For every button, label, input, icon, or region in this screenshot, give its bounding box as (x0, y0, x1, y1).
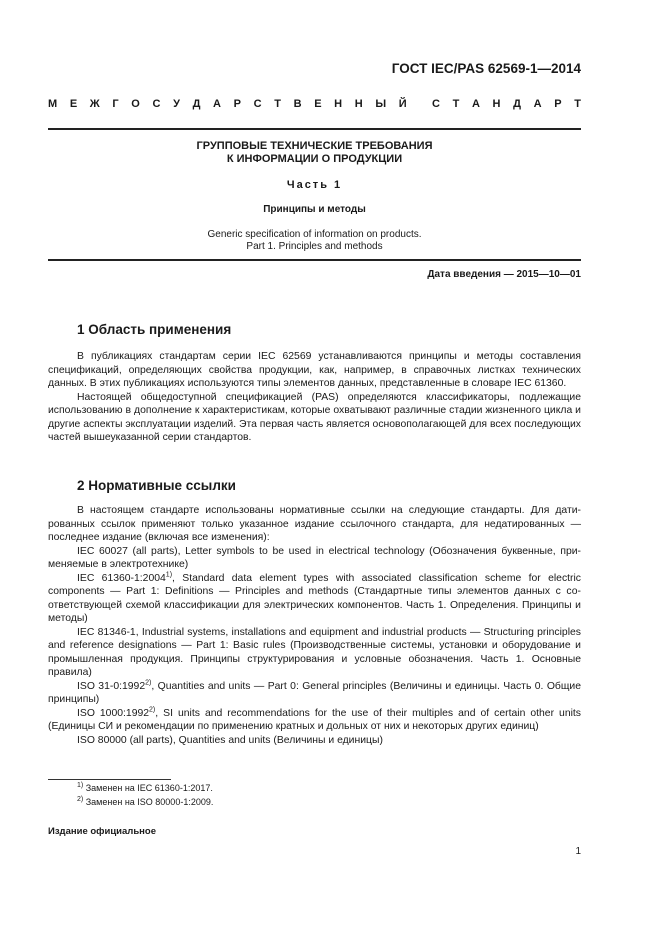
footnote-mark: 2) (77, 796, 84, 803)
header-rule (48, 128, 581, 130)
banner-letter: Й (398, 98, 407, 110)
banner-letter: У (173, 98, 180, 110)
footnote-marker: 1) (165, 571, 173, 579)
reference-code: IEC 61360-1:2004 (77, 572, 166, 584)
subtitle: Принципы и методы (263, 204, 366, 215)
banner-letter: Н (492, 98, 501, 110)
banner-letter: Н (354, 98, 363, 110)
reference-item (48, 707, 581, 734)
banner-letter: Е (314, 98, 322, 110)
paragraph: В публикациях стандартам серии IEC 62569 устанавливаются принципы и методы составления спецификаций, определяющих свойства продукции, как, например, в справочных листках технических данных. В этих публикациях используются типы элементов данных, представленные в словаре IEC 61360. (48, 351, 581, 389)
interstate-standard-banner (48, 98, 581, 110)
reference-text: , Standard data element types with associated classification scheme for electric components — Part 1: Definitions — Principles and methods (Стандартные типы элементов данных с соответствующей схемой классификации для электрических компонентов. Часть 1. Определения. Принципы и методы) (48, 572, 581, 624)
footnote-marker: 2) (149, 706, 156, 714)
document-title (48, 140, 581, 166)
banner-letter: С (253, 98, 262, 110)
title-rule (48, 259, 581, 261)
reference-item: ISO 80000 (all parts), Quantities and units (Величины и единицы) (77, 734, 383, 746)
banner-letter: С (152, 98, 161, 110)
banner-letter: Д (513, 98, 521, 110)
paragraph: Настоящей общедоступной спецификацией (PAS) определяются классификаторы, подлежащие использованию в дополнение к характеристикам, которые охватывают различные стадии жизненного цикла и другие аспекты эксплуатации изделий. Эта первая часть является основополагающей для всех последующих частей вышеуказанной серии стандартов. (48, 391, 581, 443)
banner-letter: О (131, 98, 140, 110)
footnote-text: Заменен на IEC 61360-1:2017. (83, 783, 213, 793)
reference-text: , Quantities and units — Part 0: General principles (Величины и единицы. Часть 0. Общие принципы) (48, 680, 581, 705)
banner-letter: Г (112, 98, 119, 110)
banner-letter: М (48, 98, 58, 110)
footnote-1 (77, 783, 213, 793)
banner-letter: С (431, 98, 440, 110)
english-title-line-2: Part 1. Principles and methods (246, 241, 383, 252)
banner-letter: А (213, 98, 221, 110)
footnote-marker: 2) (145, 679, 152, 687)
banner-letter: Ы (375, 98, 387, 110)
section-1-heading: 1 Область применения (77, 322, 232, 337)
english-title (48, 229, 581, 253)
page-number: 1 (575, 846, 581, 857)
footnote-2 (77, 797, 213, 807)
reference-text: , SI units and recommendations for the use of their multiples and of certain other units (Единицы СИ и рекомендации по применению кратных и дольных от них и некоторых других единиц) (48, 707, 581, 732)
reference-item: IEC 60027 (all parts), Letter symbols to be used in electrical technology (Обозначения буквенные, применяемые в электротехнике) (48, 545, 581, 570)
reference-item (48, 572, 581, 626)
title-line-2: К ИНФОРМАЦИИ О ПРОДУКЦИИ (226, 153, 403, 165)
banner-letter: Т (452, 98, 460, 110)
banner-letter: А (471, 98, 480, 110)
banner-letter: Ж (89, 98, 100, 110)
banner-letter: Е (69, 98, 78, 110)
reference-code: ISO 1000:1992 (77, 707, 150, 719)
introduction-date: Дата введения — 2015—10—01 (427, 269, 581, 280)
paragraph: В настоящем стандарте использованы нормативные ссылки на следующие стандарты. Для датированных ссылок применяют только указанное издание ссылочного стандарта, для недатированных — последнее издание (включая все изменения): (48, 505, 581, 543)
document-number: ГОСТ IEC/PAS 62569-1—2014 (391, 61, 581, 76)
banner-letter: Р (554, 98, 562, 110)
section-2-heading: 2 Нормативные ссылки (77, 478, 236, 493)
banner-letter: А (533, 98, 542, 110)
title-line-1: ГРУППОВЫЕ ТЕХНИЧЕСКИЕ ТРЕБОВАНИЯ (196, 140, 433, 152)
reference-code: ISO 31-0:1992 (77, 680, 146, 692)
footnote-text: Заменен на ISO 80000-1:2009. (83, 797, 214, 807)
edition-label: Издание официальное (48, 826, 156, 837)
part-label: Часть 1 (286, 179, 343, 191)
banner-letter: В (293, 98, 302, 110)
banner-letter: Р (233, 98, 241, 110)
reference-item (48, 680, 581, 707)
section-2-body (48, 504, 581, 747)
banner-letter: Т (574, 98, 581, 110)
banner-letter: Н (334, 98, 343, 110)
section-1-body (48, 350, 581, 445)
banner-letter: Д (192, 98, 201, 110)
reference-item: IEC 81346-1, Industrial systems, installations and equipment and industrial products — Structuring principles and reference designations — Part 1: Basic rules (Производственные системы, установки и оборудование и промышленная продукция. Принципы структурирования и условные обозначения. Часть 1. Основные правила) (48, 626, 581, 678)
footnote-mark: 1) (77, 782, 84, 789)
footnote-separator (48, 779, 171, 780)
banner-letter: Т (274, 98, 281, 110)
english-title-line-1: Generic specification of information on products. (207, 229, 422, 240)
